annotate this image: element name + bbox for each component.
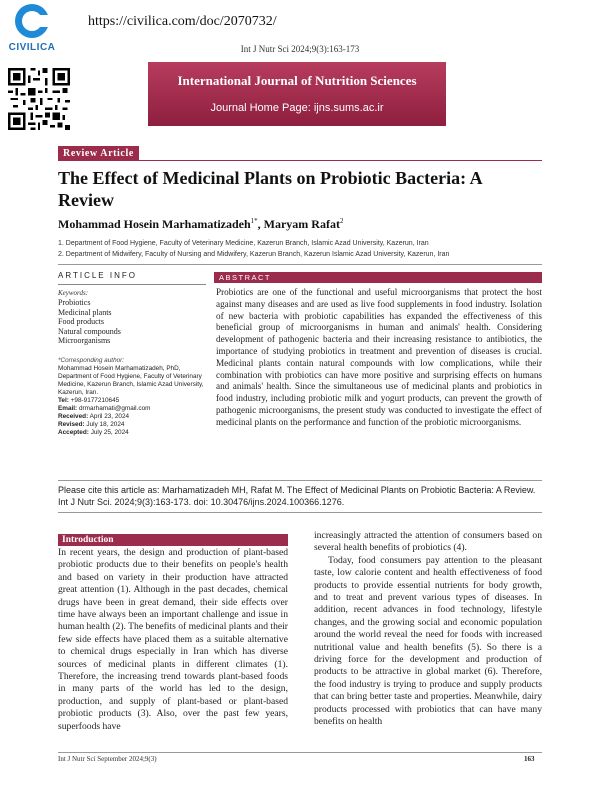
article-info-heading: ARTICLE INFO — [58, 271, 206, 285]
keyword: Natural compounds — [58, 326, 121, 336]
email-label: Email: — [58, 405, 78, 412]
affiliation: 1. Department of Food Hygiene, Faculty of Veterinary Medicine, Kazerun Branch, Islamic Azad University, Kazerun, Iran — [58, 240, 429, 247]
qr-code-icon — [8, 68, 70, 130]
paragraph: Today, food consumers pay attention to the pleasant taste, low calorie content and health effectiveness of food products to provide essential nutrients for body growth, and to treat and prevent various types of diseases. In addition, recent advances in food technology, lifestyle changes, and the growing social and economic population around the world reveal the need for foods with increased nutritional value and health benefits (5). So there is a driving force for the development and production of products to be attractive in global market (6). Therefore, the food industry is trying to produce and supply products that can bring better taste and properties. Meanwhile, dairy products processed with probiotics that can have many benefits on health — [314, 554, 542, 728]
accepted-date: July 25, 2024 — [90, 429, 129, 436]
footer-journal-issue: Int J Nutr Sci September 2024;9(3) — [58, 755, 157, 763]
civilica-logo-text: CIVILICA — [8, 42, 56, 53]
keyword: Food products — [58, 317, 104, 327]
keyword: Probiotics — [58, 298, 91, 307]
body-column-left — [58, 547, 288, 733]
page-number: 163 — [524, 755, 535, 763]
divider — [58, 480, 542, 481]
author-list: Mohammad Hosein Marhamatizadeh$^{1*}$, Maryam Rafat$^2$ — [58, 217, 344, 231]
divider — [58, 752, 542, 753]
author-affiliation-marker: 1* — [250, 217, 258, 225]
revised-date: July 18, 2024 — [86, 421, 125, 428]
email-value[interactable]: drmarhamati@gmail.com — [78, 405, 151, 412]
received-date: April 23, 2024 — [89, 413, 130, 420]
corresponding-address: Mohammad Hosein Marhamatizadeh, PhD, Department of Food Hygiene, Faculty of Veterinary Medicine, Kazerun Branch, Islamic Azad University, Kazerun, Iran. — [58, 365, 204, 396]
author-name[interactable]: Maryam Rafat — [263, 217, 340, 231]
divider — [58, 512, 542, 513]
keyword: Microorganisms — [58, 336, 111, 346]
tel-value: +98-9177210645 — [70, 397, 120, 404]
keyword: Medicinal plants — [58, 307, 112, 317]
journal-home-page[interactable]: Journal Home Page: ijns.sums.ac.ir — [210, 102, 384, 114]
journal-title: International Journal of Nutrition Sciences — [177, 73, 417, 88]
article-type-badge: Review Article — [58, 146, 139, 161]
divider — [58, 160, 542, 161]
introduction-heading: Introduction — [58, 534, 288, 546]
received-label: Received: — [58, 413, 89, 420]
corresponding-label: *Corresponding author: — [58, 357, 125, 364]
corresponding-author — [58, 357, 208, 437]
accepted-label: Accepted: — [58, 429, 89, 436]
keyword-list — [58, 298, 121, 346]
affiliation: 2. Department of Midwifery, Faculty of Nursing and Midwifery, Kazerun Branch, Kazerun Islamic Azad University, Kazerun, Iran — [58, 251, 450, 258]
abstract-text: Probiotics are one of the functional and useful microorganisms that protect the host against many diseases and are used as live food supplements in food industry. Isolation of new bacteria with probiotic capabilities has expanded the effectiveness of this beneficial group of microorganisms in human and animals' health. Considering development of pathogenic bacteria and their increasing resistance to antibiotics, the importance of studying probiotics in treatment and prevention of diseases is crucial. Medicinal plants contain natural compounds with low complications, while their combination with probiotics can have more positive and surprising effects on humans and animals' health. Since the simultaneous use of medicinal plants and probiotics in food industry, including probiotic milk and yogurt products, can prevent the growth of pathogenic microorganisms, the present study was conducted to investigate the effect of medicinal plants on the performance and function of the probiotic microorganisms. — [216, 287, 542, 427]
revised-label: Revised: — [58, 421, 85, 428]
document-url[interactable]: https://civilica.com/doc/2070732/ — [88, 14, 277, 29]
paragraph: increasingly attracted the attention of consumers based on several health benefits of probiotics (4). — [314, 530, 542, 554]
keywords-label: Keywords: — [58, 289, 89, 297]
abstract-heading: ABSTRACT — [214, 272, 542, 283]
journal-reference: Int J Nutr Sci 2024;9(3):163-173 — [240, 44, 360, 54]
author-affiliation-marker: 2 — [339, 217, 344, 225]
body-column-right — [314, 530, 542, 729]
paragraph: In recent years, the design and production of plant-based probiotic products due to their benefits on people's health and based on variety in their production have attracted great attention (1). Although in the past decades, chemical drugs have been in great demand, their side effects over time have always been an important challenge and issue in human health (2). The benefits of medicinal plants and their few side effects have placed them as a suitable alternative to chemical drugs especially in Iran which has diverse sources of medicinal plants in different climates (1). Therefore, the increasing trend towards plant-based foods in many parts of the world has led to the design, production, and supply of plant-based or plant-based probiotic products (3). Also, over the past few years, superfoods have — [58, 547, 289, 732]
divider — [58, 264, 542, 265]
civilica-logo-icon — [15, 4, 49, 38]
article-title: The Effect of Medicinal Plants on Probiotic Bacteria: A Review — [58, 168, 482, 210]
journal-banner — [148, 62, 446, 126]
citation-text: Please cite this article as: Marhamatizadeh MH, Rafat M. The Effect of Medicinal Plants on Probiotic Bacteria: A Review. Int J Nutr Sci. 2024;9(3):163-173. doi: 10.30476/ijns.2024.100366.1276. — [58, 485, 536, 507]
tel-label: Tel: — [58, 397, 69, 404]
author-name[interactable]: Mohammad Hosein Marhamatizadeh — [58, 217, 251, 231]
